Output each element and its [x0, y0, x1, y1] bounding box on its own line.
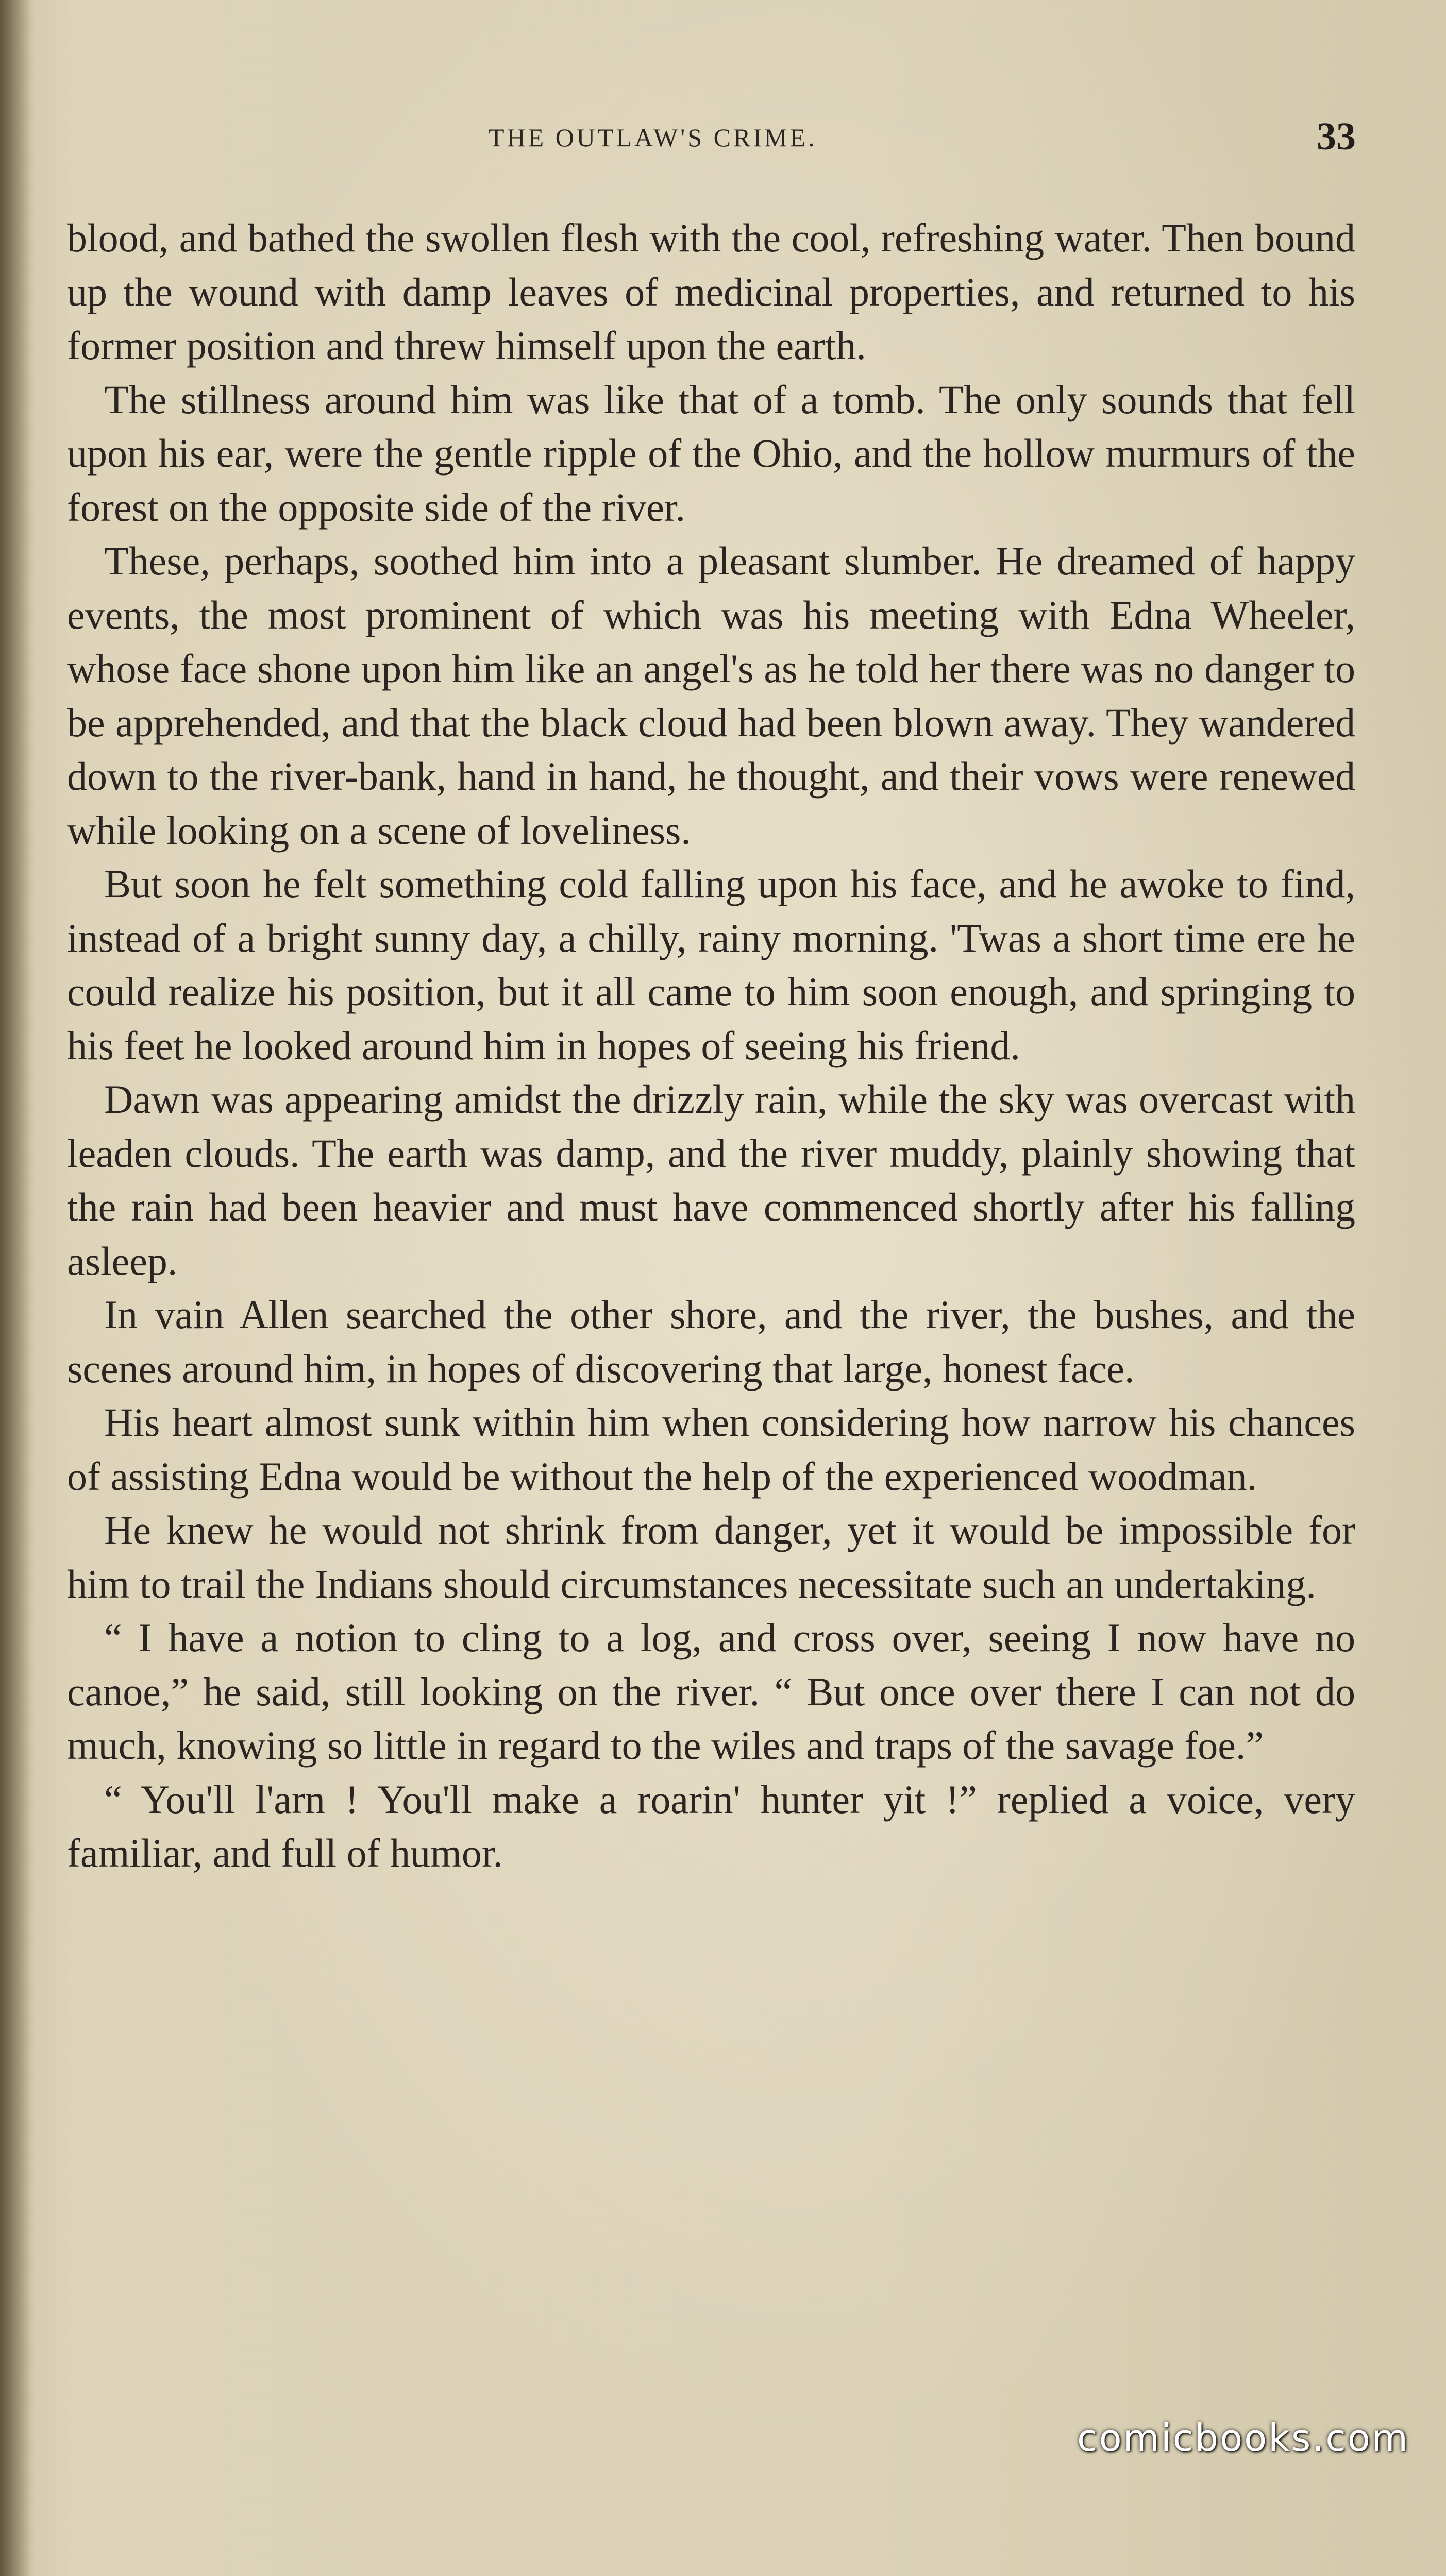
- paragraph: The stillness around him was like that of a tomb. The only sounds that fell upon his ear, were the gentle ripple of the Ohio, and the hollow murmurs of the forest on the opposite side of the river.: [67, 377, 1355, 530]
- running-head: [0, 115, 1446, 169]
- spine-shadow: [0, 0, 31, 2576]
- watermark: comicbooks.com: [1077, 2416, 1410, 2460]
- paragraph: “ I have a notion to cling to a log, and cross over, seeing I now have no canoe,” he said, still looking on the river. “ But once over there I can not do much, knowing so little in regard to the wiles and traps of the savage foe.”: [67, 1615, 1355, 1768]
- running-title: THE OUTLAW'S CRIME.: [489, 123, 817, 152]
- paragraph: But soon he felt something cold falling upon his face, and he awoke to find, instead of a bright sunny day, a chilly, rainy morning. 'Twas a short time ere he could realize his position, but it all came to him soon enough, and springing to his feet he looked around him in hopes of seeing his friend.: [67, 861, 1355, 1068]
- paragraph: “ You'll l'arn ! You'll make a roarin' hunter yit !” replied a voice, very familiar, and full of humor.: [67, 1776, 1355, 1875]
- paragraph: Dawn was appearing amidst the drizzly rain, while the sky was overcast with leaden clouds. The earth was damp, and the river muddy, plainly showing that the rain had been heavier and must have commenced shortly after his falling asleep.: [67, 1077, 1355, 1283]
- paragraph: These, perhaps, soothed him into a pleasant slumber. He dreamed of happy events, the most prominent of which was his meeting with Edna Wheeler, whose face shone upon him like an angel's as he told her there was no danger to be apprehended, and that the black cloud had been blown away. They wandered down to the river-bank, hand in hand, he thought, and their vows were renewed while looking on a scene of loveliness.: [67, 538, 1355, 853]
- paragraph: In vain Allen searched the other shore, and the river, the bushes, and the scenes around him, in hopes of discovering that large, honest face.: [67, 1292, 1355, 1391]
- page-number: 33: [1317, 115, 1356, 158]
- paragraph: His heart almost sunk within him when considering how narrow his chances of assisting Edna would be without the help of the experienced woodman.: [67, 1400, 1355, 1499]
- paragraph: He knew he would not shrink from danger, yet it would be impossible for him to trail the Indians should circumstances necessitate such an undertaking.: [67, 1507, 1355, 1606]
- body-text: [67, 211, 1355, 1880]
- paragraph: blood, and bathed the swollen flesh with the cool, refreshing water. Then bound up the wound with damp leaves of medicinal properties, and returned to his former position and threw himself upon the earth.: [67, 215, 1355, 368]
